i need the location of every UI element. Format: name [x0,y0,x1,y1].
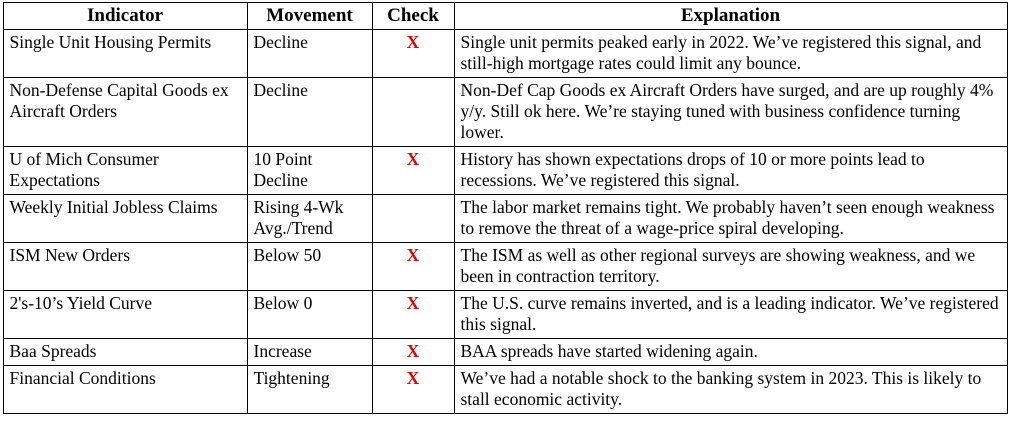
cell-indicator: U of Mich Consumer Expectations [3,147,247,195]
cell-movement: Below 0 [247,291,372,339]
check-mark-icon: X [406,32,420,53]
cell-movement: Below 50 [247,243,372,291]
cell-movement: Tightening [247,366,372,414]
check-mark-icon: X [406,341,420,362]
cell-explanation: Non-Def Cap Goods ex Aircraft Orders have surged, and are up roughly 4% y/y. Still ok here. We’re staying tuned with business confidence turning lower. [454,78,1007,147]
cell-check [372,147,454,195]
cell-indicator: Weekly Initial Jobless Claims [3,195,247,243]
cell-movement: Decline [247,30,372,78]
column-header-indicator: Indicator [3,3,247,30]
cell-movement: Decline [247,78,372,147]
check-mark-icon: X [406,368,420,389]
table-row [3,195,1007,243]
table-header [3,3,1007,30]
cell-indicator: ISM New Orders [3,243,247,291]
column-header-movement: Movement [247,3,372,30]
cell-check [372,30,454,78]
table-row [3,291,1007,339]
table-row [3,30,1007,78]
cell-check [372,78,454,147]
check-mark-icon: X [406,293,420,314]
cell-check [372,243,454,291]
cell-indicator: Baa Spreads [3,339,247,366]
cell-movement: Rising 4-Wk Avg./Trend [247,195,372,243]
cell-indicator: Financial Conditions [3,366,247,414]
table-row [3,339,1007,366]
cell-explanation: The ISM as well as other regional surveys are showing weakness, and we been in contraction territory. [454,243,1007,291]
cell-explanation: The labor market remains tight. We probably haven’t seen enough weakness to remove the threat of a wage-price spiral developing. [454,195,1007,243]
cell-explanation: We’ve had a notable shock to the banking system in 2023. This is likely to stall economic activity. [454,366,1007,414]
table-row [3,243,1007,291]
check-mark-icon: X [406,149,420,170]
cell-check [372,366,454,414]
table-body [3,30,1007,414]
cell-indicator: Single Unit Housing Permits [3,30,247,78]
cell-indicator: Non-Defense Capital Goods ex Aircraft Orders [3,78,247,147]
cell-check [372,195,454,243]
cell-explanation: History has shown expectations drops of 10 or more points lead to recessions. We’ve registered this signal. [454,147,1007,195]
column-header-check: Check [372,3,454,30]
table-row [3,366,1007,414]
cell-explanation: The U.S. curve remains inverted, and is a leading indicator. We’ve registered this signal. [454,291,1007,339]
column-header-explanation: Explanation [454,3,1007,30]
recession-indicator-table [3,2,1008,414]
cell-check [372,291,454,339]
cell-explanation: BAA spreads have started widening again. [454,339,1007,366]
table-row [3,147,1007,195]
cell-explanation: Single unit permits peaked early in 2022. We’ve registered this signal, and still-high mortgage rates could limit any bounce. [454,30,1007,78]
cell-movement: 10 Point Decline [247,147,372,195]
cell-movement: Increase [247,339,372,366]
table-header-row [3,3,1007,30]
cell-check [372,339,454,366]
cell-indicator: 2's-10’s Yield Curve [3,291,247,339]
check-mark-icon: X [406,245,420,266]
table-row [3,78,1007,147]
